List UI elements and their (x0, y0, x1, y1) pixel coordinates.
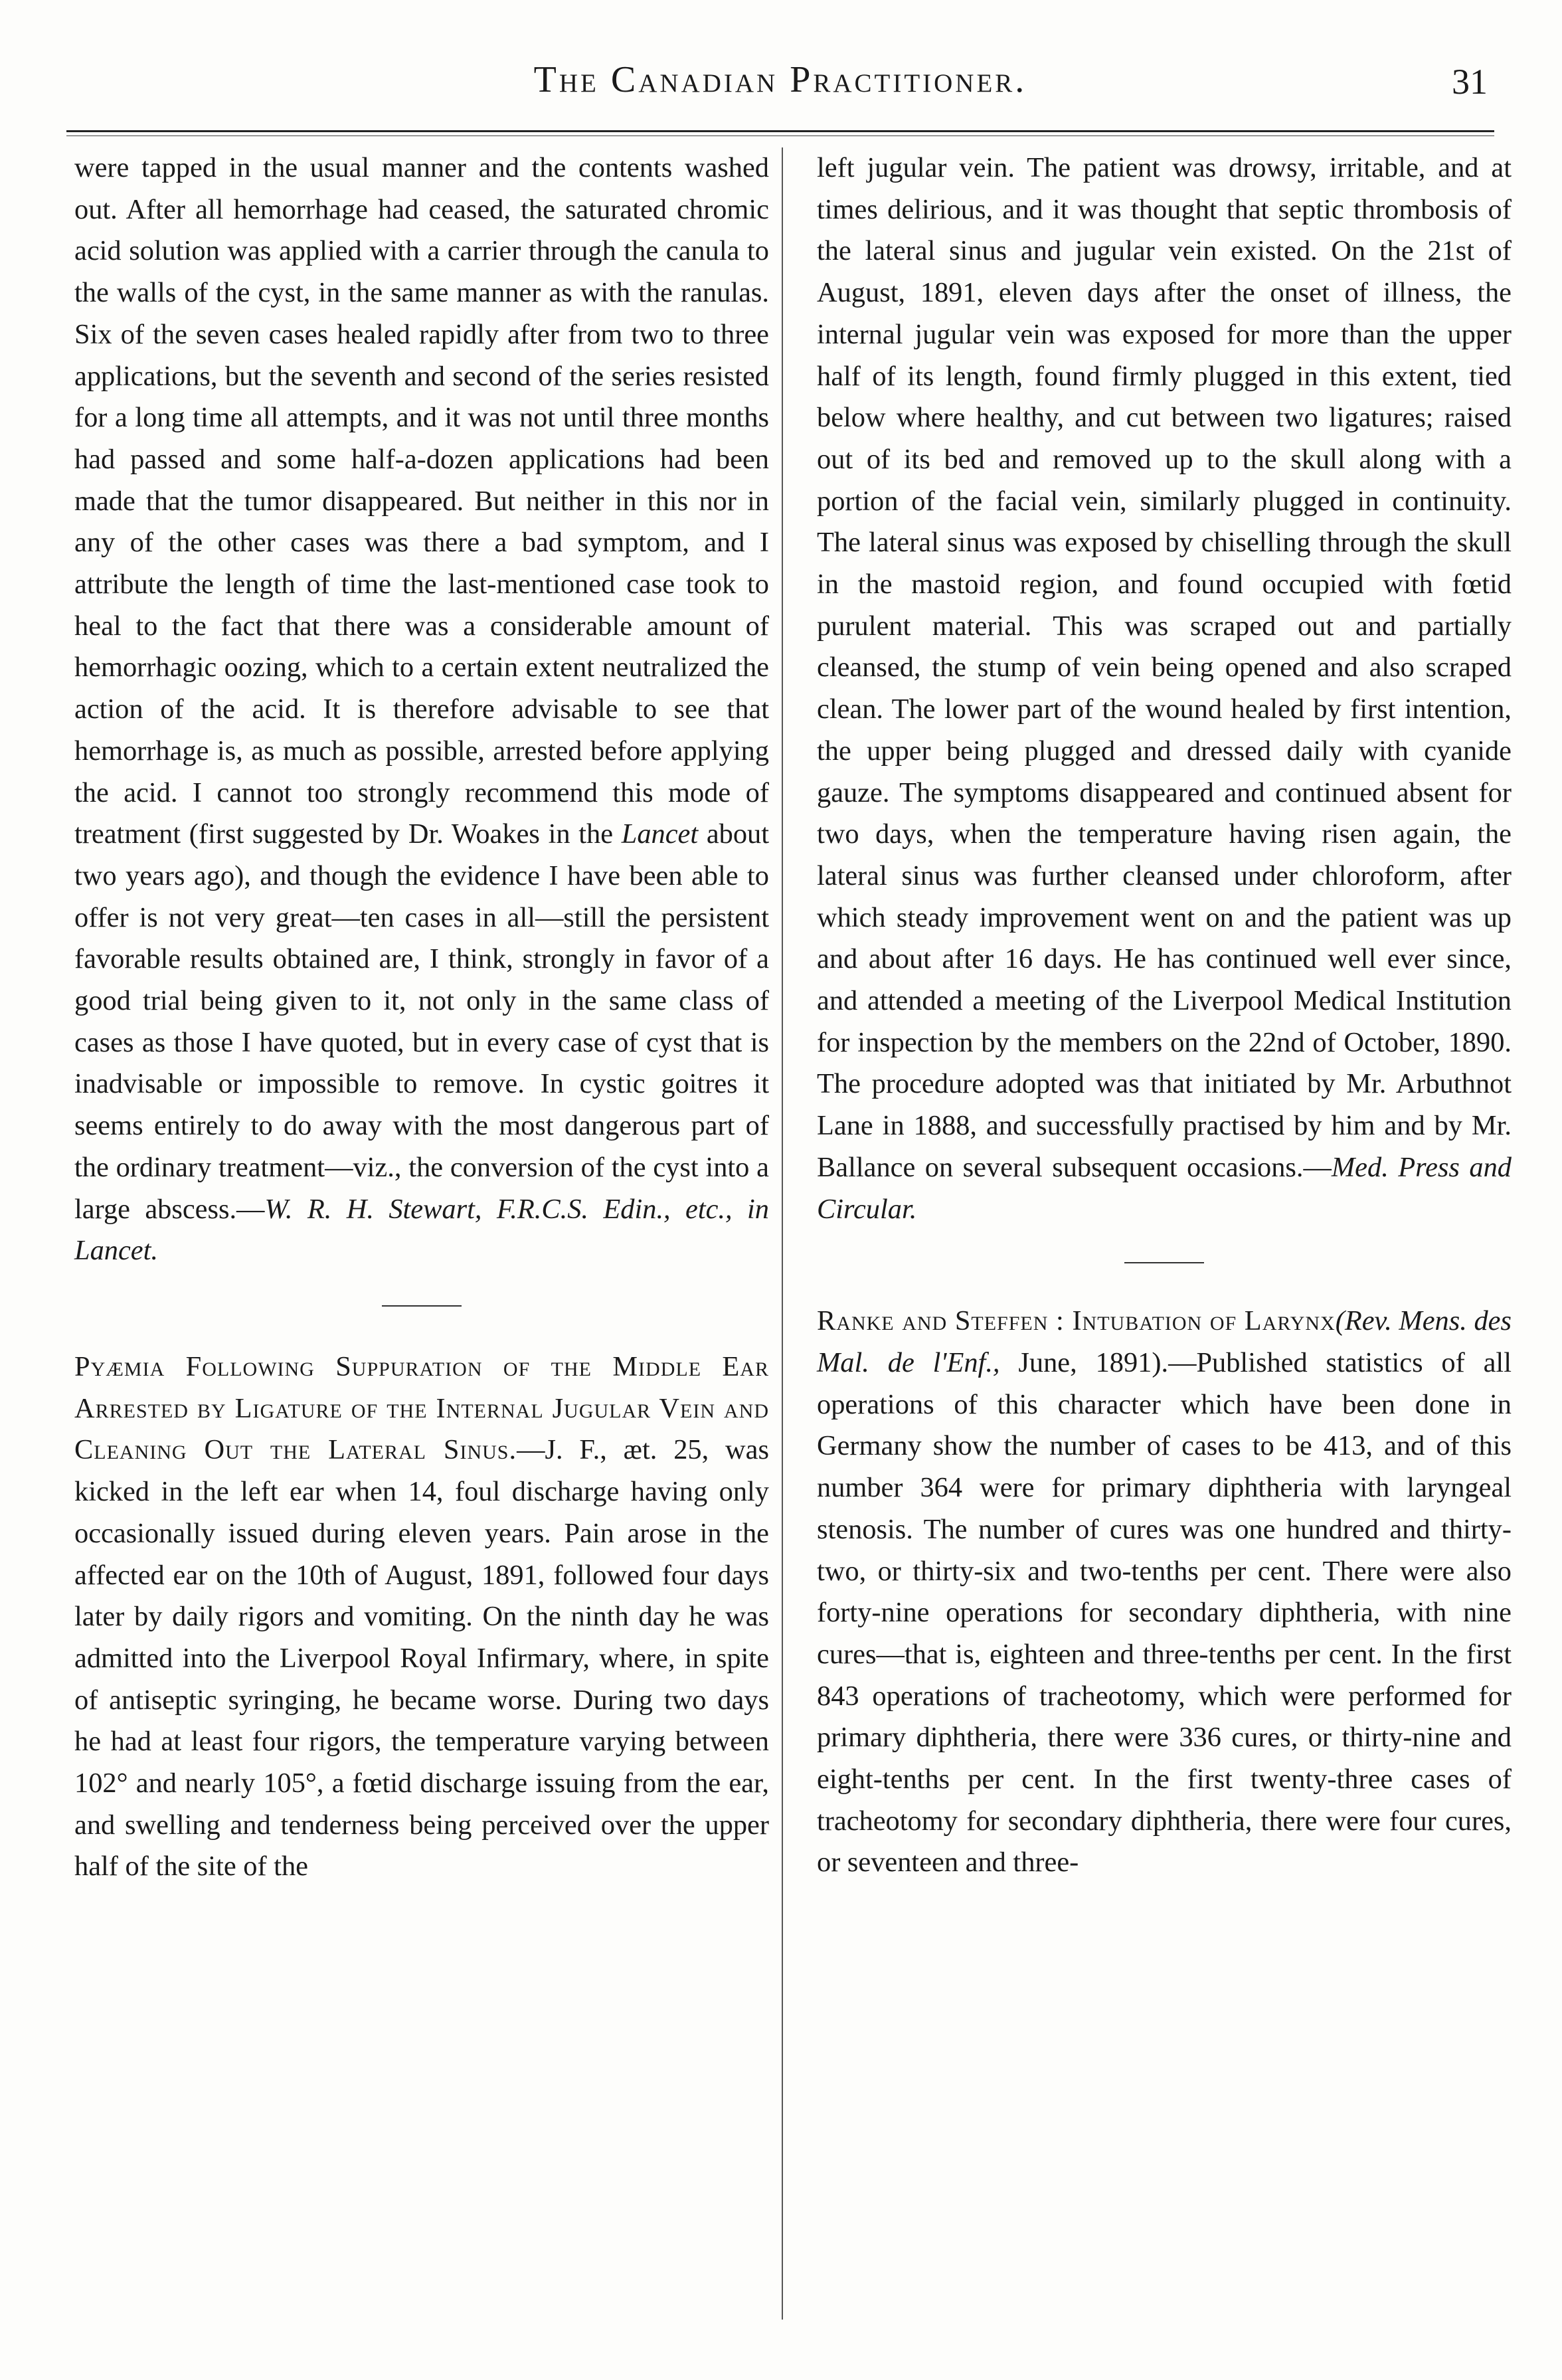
right-paragraph-1-text: left jugular vein. The patient was drowsy, irritable, and at times delirious, and it was thought that septic thrombosis of the lateral sinus and jugular vein existed. On the 21st of August, 1891, eleven days after the onset of illness, the internal jugular vein was exposed for more than the upper half of its length, found firmly plugged in this extent, tied below where healthy, and cut between two ligatures; raised out of its bed and removed up to the skull along with a portion of the facial vein, similarly plugged in continuity. The lateral sinus was exposed by chiselling through the skull in the mastoid region, and found occupied with fœtid purulent material. This was scraped out and partially cleansed, the stump of vein being opened and also scraped clean. The lower part of the wound healed by first intention, the upper being plugged and dressed daily with cyanide gauze. The symptoms disappeared and continued absent for two days, when the temperature having risen again, the lateral sinus was further cleansed under chloroform, after which steady improvement went on and the patient was up and about after 16 days. He has continued well ever since, and attended a meeting of the Liverpool Medical Institution for inspection by the members on the 22nd of October, 1890. The procedure adopted was that initiated by Mr. Arbuthnot Lane in 1888, and successfully practised by him and by Mr. Ballance on several subsequent occasions.— (817, 152, 1512, 1183)
left-column (74, 147, 769, 1888)
left-paragraph-1 (74, 147, 769, 1272)
column-divider (782, 147, 783, 2320)
intubation-date: June, 1891). (999, 1346, 1169, 1378)
left-paragraph-1-text: were tapped in the usual manner and the contents washed out. After all hemorrhage had ceased, the saturated chromic acid solution was applied with a carrier through the canula to the walls of the cyst, in the same manner as with the ranulas. Six of the seven cases healed rapidly after from two to three applications, but the seventh and second of the series resisted for a long time all attempts, and it was not until three months had passed and some half-a-dozen applications had been made that the tumor disappeared. But neither in this nor in any of the other cases was there a bad symptom, and I attribute the length of time the last-mentioned case took to heal to the fact that there was a considerable amount of hemorrhagic oozing, which to a certain extent neutralized the action of the acid. It is therefore advisable to see that hemorrhage is, as much as possible, arrested before applying the acid. I cannot too strongly recommend this mode of treatment (first suggested by Dr. Woakes in the (74, 152, 769, 850)
lancet-reference: Lancet (621, 818, 699, 850)
section-divider-right (1124, 1262, 1204, 1263)
running-head (66, 58, 1494, 112)
pyaemia-heading: Pyæmia Following Suppuration of the Middle Ear Arrested by Ligature of the Internal Jugular Vein and Cleaning Out the Lateral Sinus. (74, 1350, 769, 1466)
running-title: The Canadian Practitioner. (533, 59, 1027, 100)
left-paragraph-1-continued: about two years ago), and though the evidence I have been able to offer is not very great—ten cases in all—still the persistent favorable results obtained are, I think, strongly in favor of a good trial being given to it, not only in the same class of cases as those I have quoted, but in every case of cyst that is inadvisable or impossible to remove. In cystic goitres it seems entirely to do away with the most dangerous part of the ordinary treatment—viz., the conversion of the cyst into a large abscess.— (74, 818, 770, 1225)
right-paragraph-2-text: —Published statistics of all operations of this character which have been done in Germany show the number of cases to be 413, and of this number 364 were for primary diphtheria with laryngeal stenosis. The number of cures was one hundred and thirty-two, or thirty-six and two-tenths per cent. There were also forty-nine operations for secondary diphtheria, with nine cures—that is, eighteen and three-tenths per cent. In the first 843 operations of tracheotomy, which were performed for primary diphtheria, there were 336 cures, or thirty-nine and eight-tenths per cent. In the first twenty-three cases of tracheotomy for secondary diphtheria, there were four cures, or seventeen and three- (817, 1346, 1512, 1878)
left-paragraph-2 (74, 1346, 769, 1888)
header-rule (66, 130, 1494, 132)
right-attribution: Med. Press and Circular. (817, 1151, 1512, 1225)
left-attribution: W. R. H. Stewart, F.R.C.S. Edin., etc., in Lancet. (74, 1193, 769, 1267)
intubation-reference: (Rev. Mens. des Mal. de l'Enf., (817, 1305, 1512, 1378)
right-paragraph-2 (817, 1301, 1512, 1884)
right-column (817, 147, 1512, 1884)
page-number: 31 (1452, 62, 1488, 102)
intubation-heading: Ranke and Steffen : Intubation of Larynx (817, 1305, 1336, 1337)
right-paragraph-1 (817, 147, 1512, 1230)
left-paragraph-2-text: —J. F., æt. 25, was kicked in the left ear when 14, foul discharge having only occasionally issued during eleven years. Pain arose in the affected ear on the 10th of August, 1891, followed four days later by daily rigors and vomiting. On the ninth day he was admitted into the Liverpool Royal Infirmary, where, in spite of antiseptic syringing, he became worse. During two days he had at least four rigors, the temperature varying between 102° and nearly 105°, a fœtid discharge issuing from the ear, and swelling and tenderness being perceived over the upper half of the site of the (74, 1434, 769, 1882)
section-divider-left (382, 1305, 462, 1307)
